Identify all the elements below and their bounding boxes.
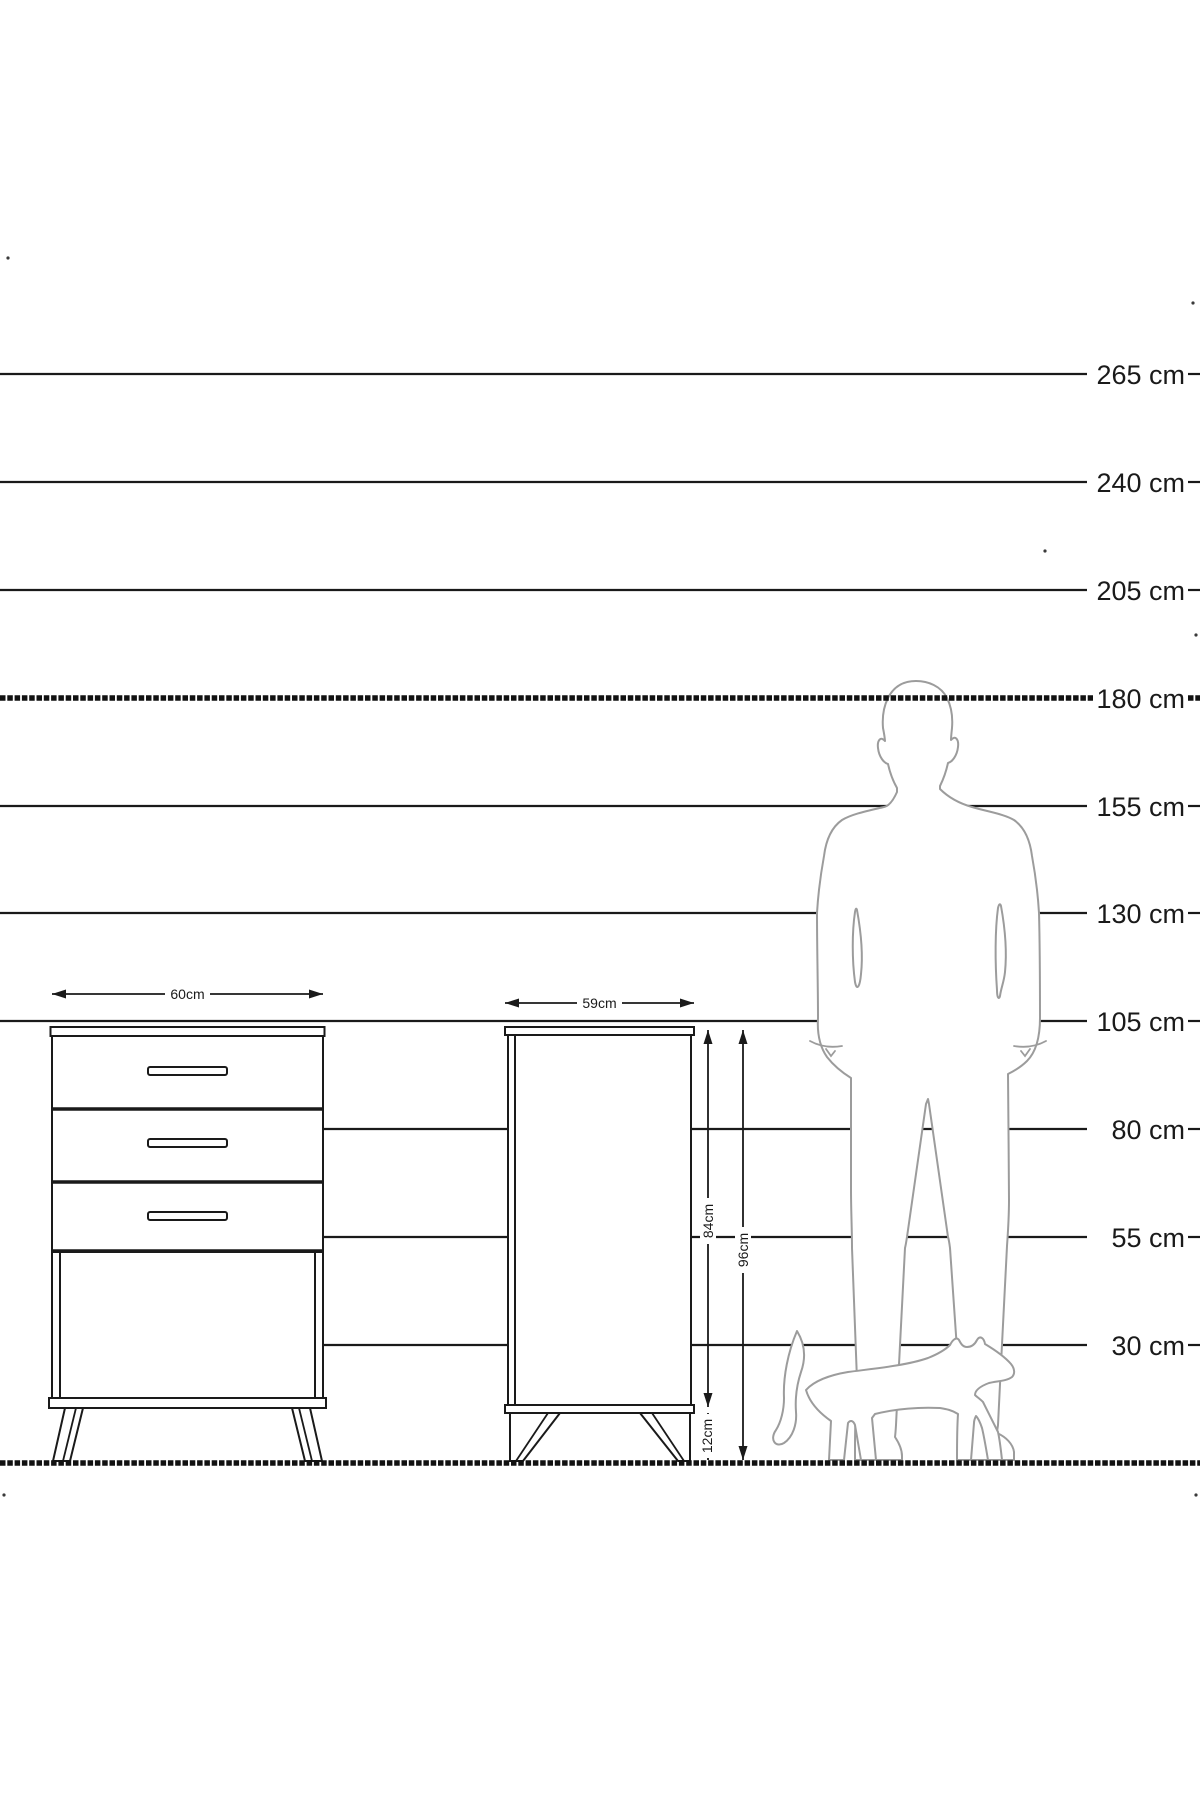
scale-label-265: 265 cm: [1096, 360, 1185, 390]
side-body-panel: [508, 1035, 691, 1405]
leg-height-dimension: [699, 1413, 715, 1460]
scale-label-105: 105 cm: [1096, 1007, 1185, 1037]
scale-label-180: 180 cm: [1096, 684, 1185, 714]
side-right-leg: [640, 1413, 690, 1461]
arrow-right-icon: [680, 999, 694, 1008]
scale-label-240: 240 cm: [1096, 468, 1185, 498]
arrow-down-icon: [704, 1393, 713, 1407]
front-shelf-left-panel: [52, 1252, 60, 1398]
total-height-dimension: [735, 1030, 751, 1460]
front-right-leg: [292, 1408, 322, 1461]
front-width-dimension: [52, 986, 323, 1002]
leg-height-label: 12cm: [699, 1418, 715, 1454]
side-width-label: 59cm: [582, 995, 617, 1011]
body-height-dimension: [700, 1030, 716, 1407]
scale-label-30: 30 cm: [1111, 1331, 1185, 1361]
side-width-dimension: [505, 995, 694, 1011]
speckle-dot: [1194, 633, 1197, 636]
drawer-handle-1: [148, 1067, 227, 1075]
speckle-dot: [1194, 1493, 1197, 1496]
person-silhouette: [810, 681, 1046, 1460]
front-top-board: [51, 1027, 325, 1036]
arrow-left-icon: [505, 999, 519, 1008]
front-left-leg: [53, 1408, 83, 1461]
total-height-label: 96cm: [735, 1232, 751, 1268]
scale-label-155: 155 cm: [1096, 792, 1185, 822]
scale-label-205: 205 cm: [1096, 576, 1185, 606]
body-height-label: 84cm: [700, 1203, 716, 1239]
chest-front-view: [49, 1027, 326, 1461]
arrow-up-icon: [704, 1030, 713, 1044]
arrow-down-icon: [739, 1446, 748, 1460]
speckle-dot: [2, 1493, 5, 1496]
side-left-leg: [510, 1413, 560, 1461]
chest-side-view: [505, 1027, 694, 1461]
front-width-label: 60cm: [170, 986, 205, 1002]
arrow-right-icon: [309, 990, 323, 999]
front-shelf-right-panel: [315, 1252, 323, 1398]
front-bottom-board: [49, 1398, 326, 1408]
speckle-dot: [1043, 549, 1046, 552]
scale-label-130: 130 cm: [1096, 899, 1185, 929]
side-bottom-board: [505, 1405, 694, 1413]
speckle-dot: [1191, 301, 1194, 304]
cat-tail: [773, 1331, 804, 1445]
arrow-up-icon: [739, 1030, 748, 1044]
arrow-left-icon: [52, 990, 66, 999]
side-top-board: [505, 1027, 694, 1035]
drawer-handle-2: [148, 1139, 227, 1147]
scale-label-80: 80 cm: [1111, 1115, 1185, 1145]
speckle-dot: [6, 256, 9, 259]
scale-label-55: 55 cm: [1111, 1223, 1185, 1253]
height-scale-labels: [1096, 360, 1185, 1361]
drawer-handle-3: [148, 1212, 227, 1220]
person-outline: [817, 681, 1040, 1460]
